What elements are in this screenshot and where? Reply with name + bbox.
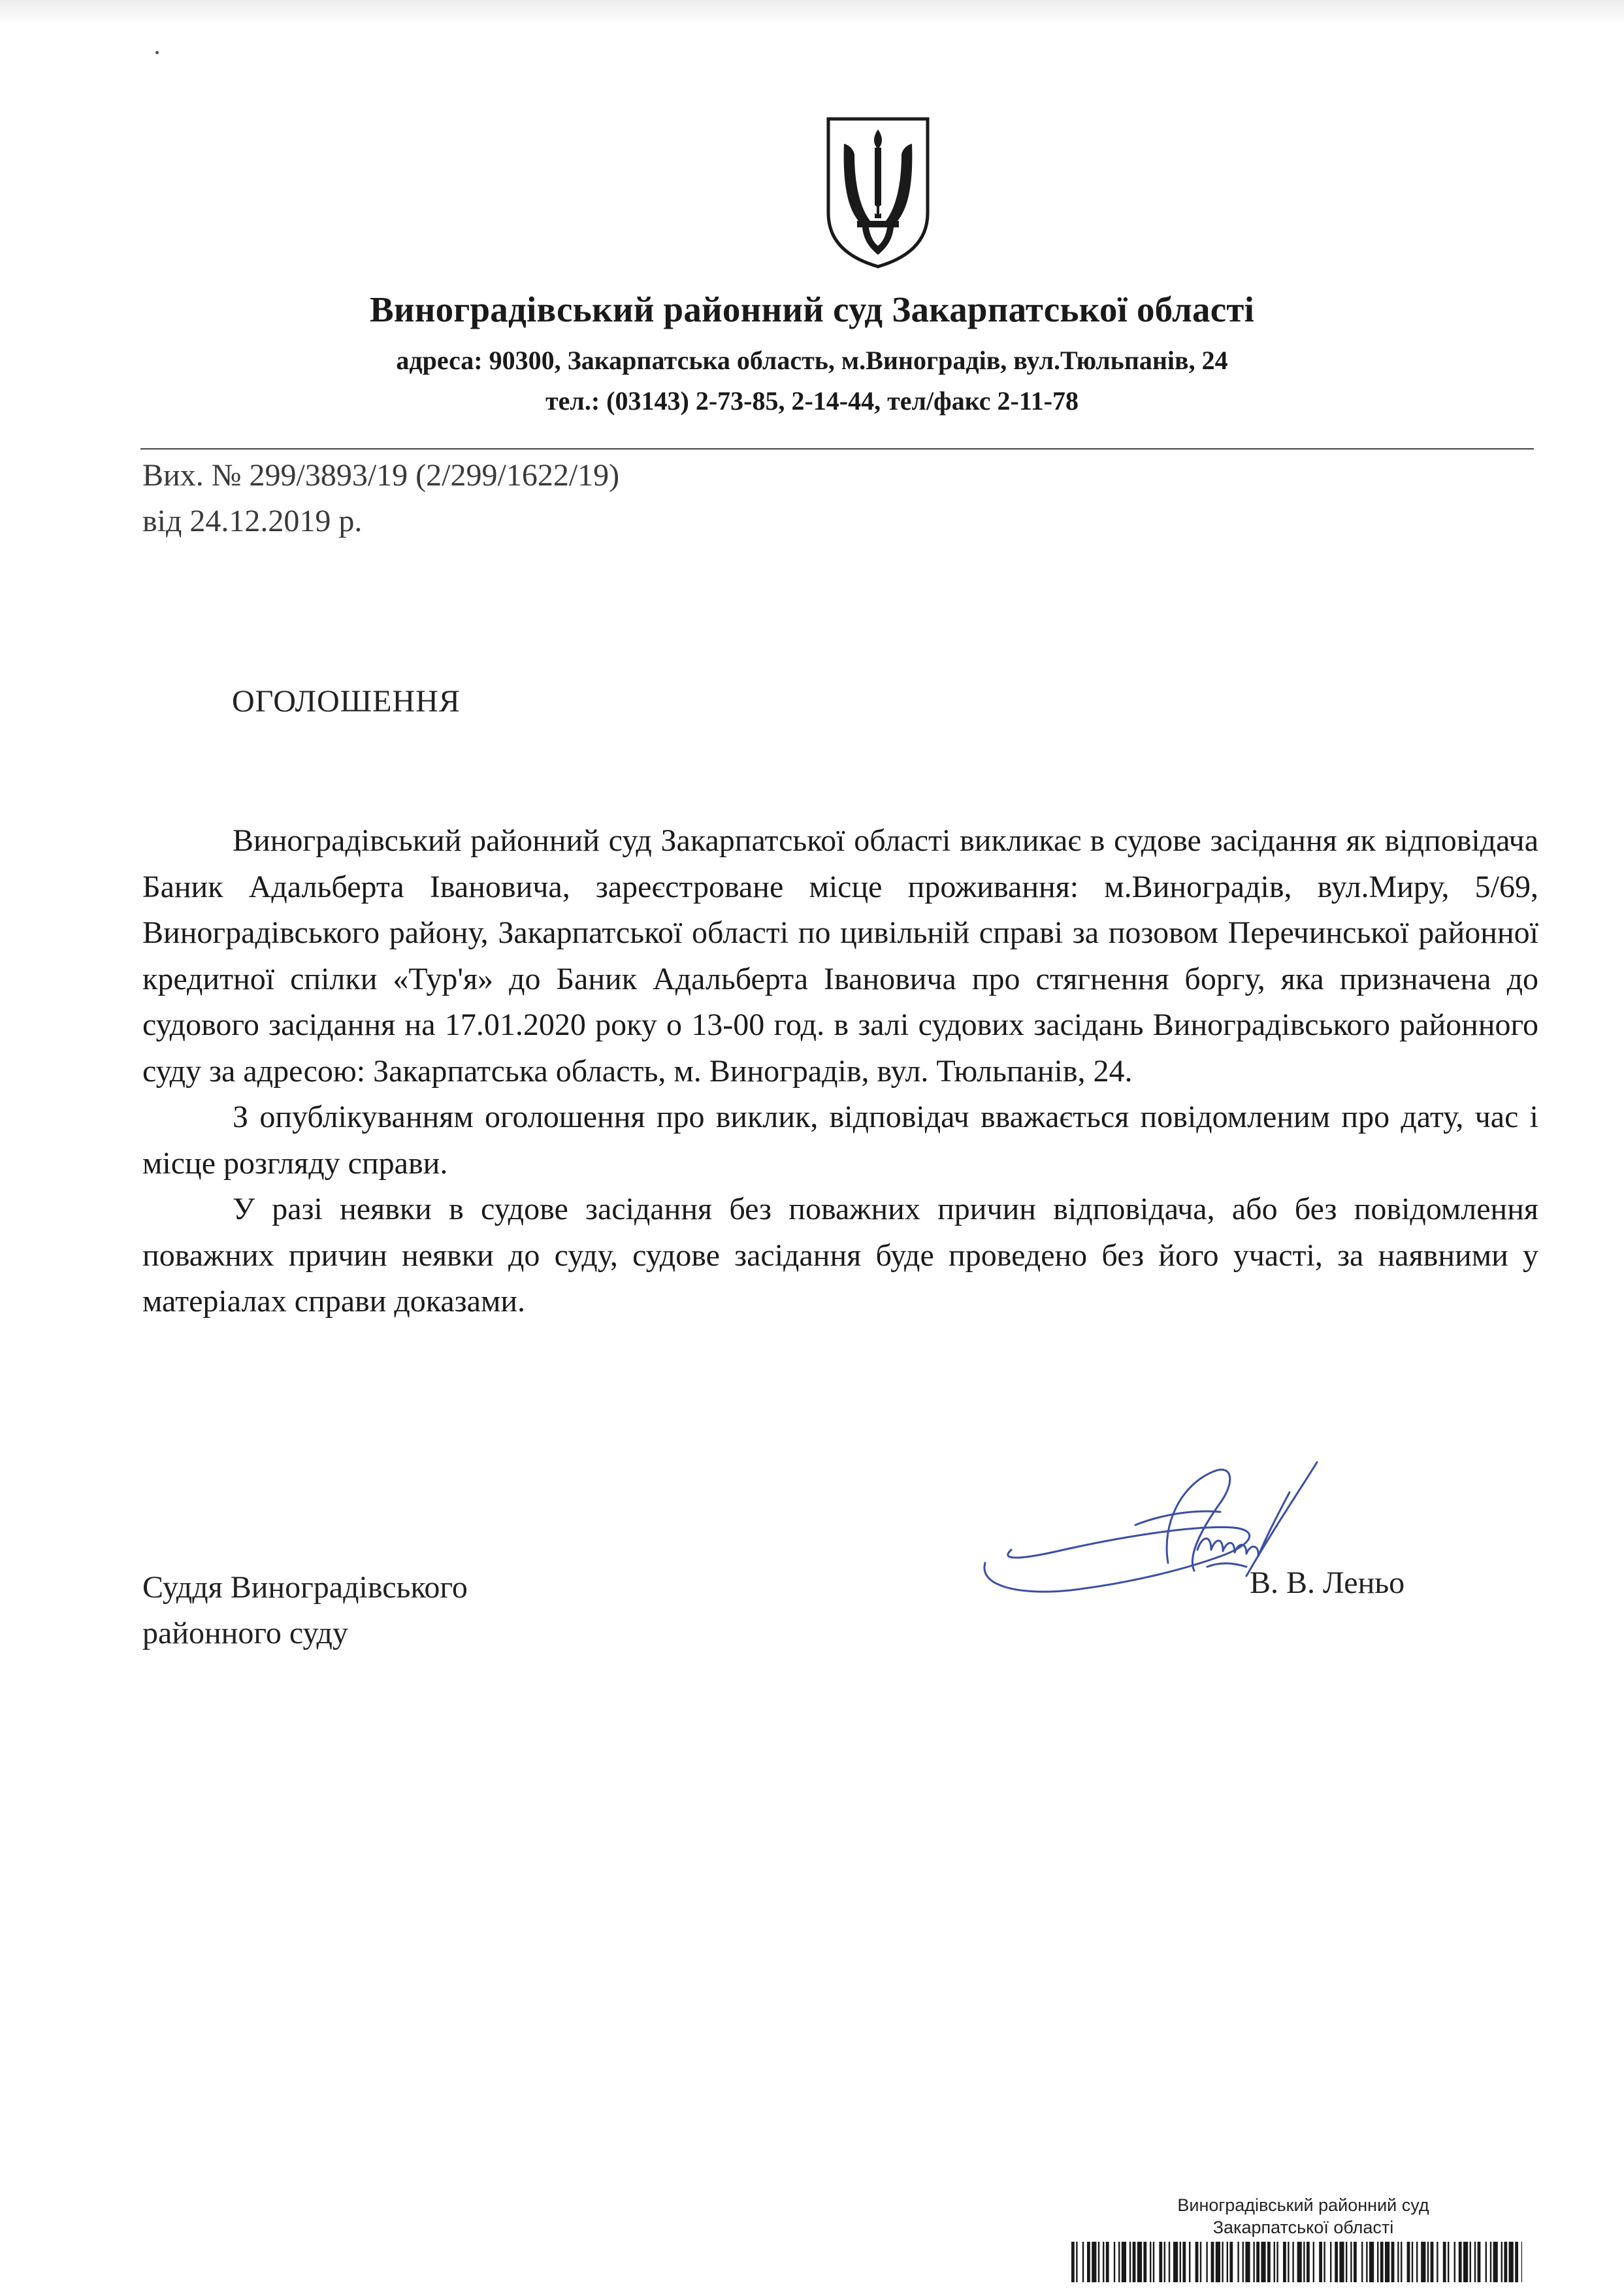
barcode-bar bbox=[1454, 2242, 1455, 2282]
barcode-bar bbox=[1200, 2242, 1201, 2282]
barcode-bar bbox=[1106, 2242, 1109, 2282]
barcode-bar bbox=[1369, 2242, 1374, 2282]
barcode-bar bbox=[1470, 2242, 1471, 2282]
signer-position-line: Суддя Виноградівського bbox=[142, 1570, 468, 1605]
barcode-bar bbox=[1412, 2242, 1413, 2282]
barcode-bar bbox=[1493, 2242, 1498, 2282]
barcode-bar bbox=[1490, 2242, 1491, 2282]
barcode-bar bbox=[1313, 2242, 1314, 2282]
barcode-bar bbox=[1427, 2242, 1429, 2282]
barcode-bar bbox=[1242, 2242, 1244, 2282]
scan-edge-shadow bbox=[0, 0, 1624, 26]
barcode-bar bbox=[1459, 2242, 1462, 2282]
barcode-bar bbox=[1521, 2242, 1522, 2282]
barcode-bar bbox=[1319, 2242, 1322, 2282]
barcode-bar bbox=[1366, 2242, 1367, 2282]
barcode-bar bbox=[1189, 2242, 1190, 2282]
barcode-bar bbox=[1261, 2242, 1265, 2282]
handwritten-signature bbox=[972, 1452, 1338, 1641]
court-phones: тел.: (03143) 2-73-85, 2-14-44, тел/факс 2-11-78 bbox=[545, 386, 1079, 416]
barcode-bar bbox=[1346, 2242, 1347, 2282]
barcode-bar bbox=[1478, 2242, 1481, 2282]
barcode-bar bbox=[1114, 2242, 1115, 2282]
barcode-bar bbox=[1173, 2242, 1178, 2282]
barcode-bar bbox=[1292, 2242, 1293, 2282]
body-paragraph: З опублікуванням оголошення про виклик, відповідач вважається повідомленим про дату, час і місце розгляду справи. bbox=[142, 1100, 1538, 1181]
barcode-bar bbox=[1182, 2242, 1186, 2282]
barcode-bar bbox=[1267, 2242, 1271, 2282]
barcode-bar bbox=[1276, 2242, 1278, 2282]
barcode-bar bbox=[1431, 2242, 1434, 2282]
barcode-bar bbox=[1229, 2242, 1233, 2282]
header-divider bbox=[140, 448, 1534, 450]
barcode-bar bbox=[1448, 2242, 1449, 2282]
court-name: Виноградівський районний суд Закарпатської області bbox=[369, 289, 1255, 329]
body-paragraph: Виноградівський районний суд Закарпатської області викликає в судове засідання як відповідача Баник Адальберта Івановича, зареєстроване місце проживання: м.Виноградів, вул.Миру, 5/69, Виноградівського району, Закарпатської області по цивільній справі за позовом Перечинської районної кредитної спілки «Тур'я» до Баник Адальберта Івановича про стягнення боргу, яка призначена до судового засідання на 17.01.2020 року о 13-00 год. в залі судових засідань Виноградівського районного суду за адресою: Закарпатська область, м. Виноградів, вул. Тюльпанів, 24. bbox=[142, 823, 1538, 1089]
barcode-bar bbox=[1443, 2242, 1446, 2282]
barcode-bar bbox=[1421, 2242, 1425, 2282]
document-barcode bbox=[1071, 2242, 1522, 2287]
registry-stamp-line: Виноградівський районний суд bbox=[1177, 2195, 1429, 2215]
outgoing-number: Вих. № 299/3893/19 (2/299/1622/19) bbox=[142, 458, 620, 493]
registry-stamp bbox=[1071, 2194, 1535, 2238]
barcode-bar bbox=[1164, 2242, 1165, 2282]
barcode-bar bbox=[1385, 2242, 1389, 2282]
barcode-bar bbox=[1486, 2242, 1487, 2282]
outgoing-date: від 24.12.2019 р. bbox=[142, 504, 363, 538]
barcode-bar bbox=[1082, 2242, 1084, 2282]
barcode-bar bbox=[1253, 2242, 1254, 2282]
barcode-bar bbox=[1504, 2242, 1507, 2282]
barcode-bar bbox=[1118, 2242, 1120, 2282]
barcode-bar bbox=[1150, 2242, 1151, 2282]
court-address: адреса: 90300, Закарпатська область, м.Виноградів, вул.Тюльпанів, 24 bbox=[396, 346, 1228, 375]
barcode-bar bbox=[1391, 2242, 1395, 2282]
barcode-bar bbox=[1256, 2242, 1259, 2282]
barcode-bar bbox=[1335, 2242, 1338, 2282]
barcode-bar bbox=[1169, 2242, 1170, 2282]
barcode-bar bbox=[1397, 2242, 1399, 2282]
barcode-bar bbox=[1180, 2242, 1181, 2282]
barcode-bar bbox=[1437, 2242, 1438, 2282]
barcode-bar bbox=[1087, 2242, 1090, 2282]
barcode-bar bbox=[1227, 2242, 1228, 2282]
barcode-bar bbox=[1092, 2242, 1096, 2282]
barcode-bar bbox=[1416, 2242, 1418, 2282]
barcode-bar bbox=[1237, 2242, 1239, 2282]
barcode-bar bbox=[1245, 2242, 1250, 2282]
barcode-bar bbox=[1137, 2242, 1142, 2282]
barcode-bar bbox=[1407, 2242, 1410, 2282]
barcode-bar bbox=[1324, 2242, 1325, 2282]
barcode-bar bbox=[1076, 2242, 1077, 2282]
signer-position bbox=[142, 1565, 468, 1656]
barcode-bar bbox=[1509, 2242, 1514, 2282]
barcode-bar bbox=[1283, 2242, 1286, 2282]
barcode-bar bbox=[1071, 2242, 1075, 2282]
announcement-body bbox=[142, 818, 1538, 1325]
signer-position-line: районного суду bbox=[142, 1616, 348, 1650]
barcode-bar bbox=[1401, 2242, 1402, 2282]
barcode-bar bbox=[1339, 2242, 1344, 2282]
barcode-bar bbox=[1330, 2242, 1331, 2282]
barcode-bar bbox=[1463, 2242, 1468, 2282]
body-paragraph: У разі неявки в судове засідання без поважних причин відповідача, або без повідомлення поважних причин неявки до суду, судове засідання буде проведено без його участі, за наявними у матеріалах справи доказами. bbox=[142, 1192, 1538, 1319]
barcode-bar bbox=[1222, 2242, 1223, 2282]
barcode-bar bbox=[1206, 2242, 1207, 2282]
barcode-bar bbox=[1377, 2242, 1378, 2282]
barcode-bar bbox=[1303, 2242, 1305, 2282]
barcode-bar bbox=[1307, 2242, 1310, 2282]
barcode-bar bbox=[1159, 2242, 1162, 2282]
judge-name: В. В. Леньо bbox=[1250, 1565, 1405, 1600]
barcode-bar bbox=[1122, 2242, 1126, 2282]
barcode-bar bbox=[1211, 2242, 1214, 2282]
trident-coat-of-arms-icon bbox=[824, 115, 932, 269]
document-title: ОГОЛОШЕННЯ bbox=[232, 684, 461, 719]
barcode-bar bbox=[1143, 2242, 1146, 2282]
barcode-bar bbox=[1195, 2242, 1199, 2282]
barcode-bar bbox=[1288, 2242, 1289, 2282]
barcode-bar bbox=[1361, 2242, 1363, 2282]
barcode-bar bbox=[1501, 2242, 1502, 2282]
barcode-bar bbox=[1216, 2242, 1220, 2282]
barcode-bar bbox=[1354, 2242, 1357, 2282]
barcode-bar bbox=[1474, 2242, 1476, 2282]
registry-stamp-line: Закарпатської області bbox=[1212, 2218, 1394, 2237]
barcode-bar bbox=[1274, 2242, 1275, 2282]
barcode-bar bbox=[1103, 2242, 1104, 2282]
barcode-bar bbox=[1098, 2242, 1099, 2282]
barcode-bar bbox=[1380, 2242, 1384, 2282]
barcode-bar bbox=[1133, 2242, 1136, 2282]
barcode-bar bbox=[1350, 2242, 1352, 2282]
scan-speck bbox=[155, 51, 159, 54]
barcode-bar bbox=[1297, 2242, 1302, 2282]
barcode-bar bbox=[1515, 2242, 1518, 2282]
barcode-bar bbox=[1129, 2242, 1131, 2282]
barcode-bar bbox=[1153, 2242, 1154, 2282]
